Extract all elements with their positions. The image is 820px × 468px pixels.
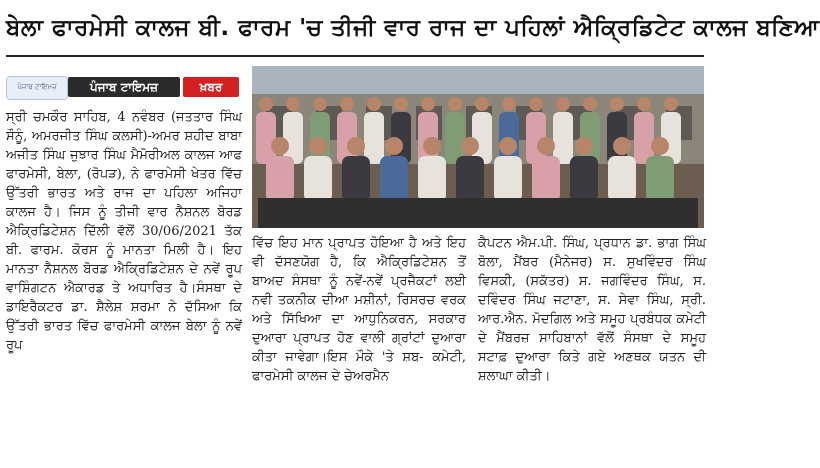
photo-person-standing <box>634 112 654 164</box>
photo-person-head <box>421 97 435 111</box>
photo-person-head <box>556 97 570 111</box>
photo-person-seated <box>456 156 484 202</box>
news-tag: ਖ਼ਬਰ <box>183 77 239 97</box>
photo-person-head <box>286 97 300 111</box>
photo-person-head <box>340 97 354 111</box>
photo-person-seated <box>570 156 598 202</box>
photo-person-head <box>313 97 327 111</box>
photo-person-head <box>499 137 517 155</box>
photo-person-head <box>385 137 403 155</box>
photo-person-head <box>651 137 669 155</box>
photo-person-head <box>394 97 408 111</box>
photo-person-head <box>610 97 624 111</box>
photo-person-head <box>259 97 273 111</box>
headline: ਬੇਲਾ ਫਾਰਮੇਸੀ ਕਾਲਜ ਬੀ. ਫਾਰਮ 'ਚ ਤੀਜੀ ਵਾਰ ਰਾਜ ਦਾ ਪਹਿਲਾਂ ਐਕ੍ਰਿਡਿਟੇਟ ਕਾਲਜ ਬਣਿਆ <box>6 15 820 41</box>
photo-person-head <box>537 137 555 155</box>
group-photo <box>252 66 704 228</box>
photo-person-seated <box>646 156 674 202</box>
brand-name: ਪੰਜਾਬ ਟਾਇਮਜ਼ <box>90 80 158 94</box>
logo-text: ਪੰਜਾਬ ਟਾਇਮਜ਼ <box>17 83 57 91</box>
photo-person-head <box>502 97 516 111</box>
photo-person-head <box>583 97 597 111</box>
photo-person-head <box>529 97 543 111</box>
photo-person-standing <box>553 112 573 164</box>
brand-name-bar <box>68 77 180 97</box>
photo-person-head <box>448 97 462 111</box>
photo-person-head <box>423 137 441 155</box>
article-column-2: ਵਿੱਚ ਇਹ ਮਾਨ ਪ੍ਰਾਪਤ ਹੋਇਆ ਹੈ ਅਤੇ ਇਹ ਵੀ ਦੱਸਣਯੋਗ ਹੈ, ਕਿ ਐਕ੍ਰਿਡਿਟੇਸ਼ਨ ਤੋਂ ਬਾਅਦ ਸੰਸਥਾ ਨੂੰ ਨਵੇਂ-ਨਵੇਂ ਪ੍ਰਜੈਕਟਾਂ ਲਈ ਨਵੀ ਤਕਨੀਕ ਦੀਆ ਮਸ਼ੀਨਾਂ, ਰਿਸਰਚ ਵਰਕ ਅਤੇ ਸਿੱਖਿਆ ਦਾ ਆਧੁਨਿਕਰਨ, ਸਰਕਾਰ ਦੁਆਰਾ ਪ੍ਰਾਪਤ ਹੋਣ ਵਾਲੀ ਗ੍ਰਾਂਟਾਂ ਦੁਆਰਾ ਕੀਤਾ ਜਾਵੇਗਾ।ਇਸ ਮੌਕੇ 'ਤੇ ਸ਼ਬ- ਕਮੇਟੀ, ਫਾਰਮੇਸੀ ਕਾਲਜ ਦੇ ਚੇਅਰਮੈਨ <box>252 236 466 384</box>
photo-person-head <box>613 137 631 155</box>
photo-front-table <box>258 198 698 228</box>
photo-person-head <box>475 97 489 111</box>
photo-person-head <box>637 97 651 111</box>
photo-person-seated <box>494 156 522 202</box>
photo-person-head <box>367 97 381 111</box>
photo-person-seated <box>532 156 560 202</box>
photo-person-seated <box>304 156 332 202</box>
photo-person-seated <box>380 156 408 202</box>
photo-person-seated <box>418 156 446 202</box>
photo-person-head <box>575 137 593 155</box>
article-column-1: ਸ੍ਰੀ ਚਮਕੌਰ ਸਾਹਿਬ, 4 ਨਵੰਬਰ (ਜਤਤਾਰ ਸਿੰਘ ਸੌਨੂੰ, ਅਮਰਜੀਤ ਸਿੰਘ ਕਲਸੀ)-ਅਮਰ ਸ਼ਹੀਦ ਬਾਬਾ ਅਜੀਤ ਸਿੰਘ ਜੁਝਾਰ ਸਿੰਘ ਮੈਮੋਰੀਅਲ ਕਾਲਜ ਆਫ ਫਾਰਮੇਸੀ, ਬੇਲਾ, (ਰੋਪੜ), ਨੇ ਫਾਰਮੇਸੀ ਖੇਤਰ ਵਿੱਚ ਉੱਤਰੀ ਭਾਰਤ ਅਤੇ ਰਾਜ ਦਾ ਪਹਿਲਾ ਅਜਿਹਾ ਕਾਲਜ ਹੈ। ਜਿਸ ਨੂੰ ਤੀਜੀ ਵਾਰ ਨੈਸ਼ਨਲ ਬੋਰਡ ਐਕ੍ਰਿਡਿਟੇਸ਼ਨ ਦਿੱਲੀ ਵੱਲੋਂ 30/06/2021 ਤੱਕ ਬੀ. ਫਾਰਮ. ਕੋਰਸ ਨੂੰ ਮਾਨਤਾ ਮਿਲੀ ਹੈ। ਇਹ ਮਾਨਤਾ ਨੈਸ਼ਨਲ ਬੋਰਡ ਐਕ੍ਰਿਡਿਟੇਸ਼ਨ ਦੇ ਨਵੇਂ ਰੂਪ ਵਾਸ਼ਿੰਗਟਨ ਐਕਾਰਡ ਤੇ ਅਧਾਰਿਤ ਹੈ।ਸੰਸਥਾ ਦੇ ਡਾਇਰੈਕਟਰ ਡਾ. ਸ਼ੈਲੇਸ਼ ਸ਼ਰਮਾ ਨੇ ਦੱਸਿਆ ਕਿ ਉੱਤਰੀ ਭਾਰਤ ਵਿੱਚ ਫਾਰਮੇਸੀ ਕਾਲਜ ਬੇਲਾ ਨੂੰ ਨਵੇਂ ਰੂਪ <box>6 110 242 353</box>
article-column-3: ਕੈਪਟਨ ਐਮ.ਪੀ. ਸਿੰਘ, ਪ੍ਰਧਾਨ ਡਾ. ਭਾਗ ਸਿੰਘ ਬੋਲਾ, ਮੈਂਬਰ (ਮੈਨੇਜਰ) ਸ. ਸੁਖਵਿੰਦਰ ਸਿੰਘ ਵਿਸਕੀ, (ਸਕੱਤਰ) ਸ. ਜਗਵਿੰਦਰ ਸਿੰਘ, ਸ. ਦਵਿੰਦਰ ਸਿੰਘ ਜਟਾਣਾ, ਸ. ਸੇਵਾ ਸਿੰਘ, ਸ੍ਰੀ. ਆਰ.ਐਨ. ਮੋਦਗਿਲ ਅਤੇ ਸਮੂਹ ਪ੍ਰਬੰਧਕ ਕਮੇਟੀ ਦੇ ਮੈਂਬਰਜ਼ ਸਾਹਿਬਾਨਾਂ ਵੱਲੋਂ ਸੰਸਥਾ ਦੇ ਸਮੂਹ ਸਟਾਫ਼ ਦੁਆਰਾ ਕਿਤੇ ਗਏ ਅਣਥਕ ਯਤਨ ਦੀ ਸ਼ਲਾਘਾ ਕੀਤੀ। <box>478 236 706 384</box>
photo-person-standing <box>364 112 384 164</box>
photo-person-head <box>664 97 678 111</box>
newspaper-logo <box>6 76 68 100</box>
photo-person-head <box>347 137 365 155</box>
photo-person-head <box>461 137 479 155</box>
photo-person-seated <box>342 156 370 202</box>
photo-person-seated <box>266 156 294 202</box>
group-photo-image <box>252 66 704 228</box>
photo-person-head <box>271 137 289 155</box>
headline-divider <box>6 55 704 57</box>
photo-person-head <box>309 137 327 155</box>
brand-strip <box>6 74 241 100</box>
photo-person-seated <box>608 156 636 202</box>
